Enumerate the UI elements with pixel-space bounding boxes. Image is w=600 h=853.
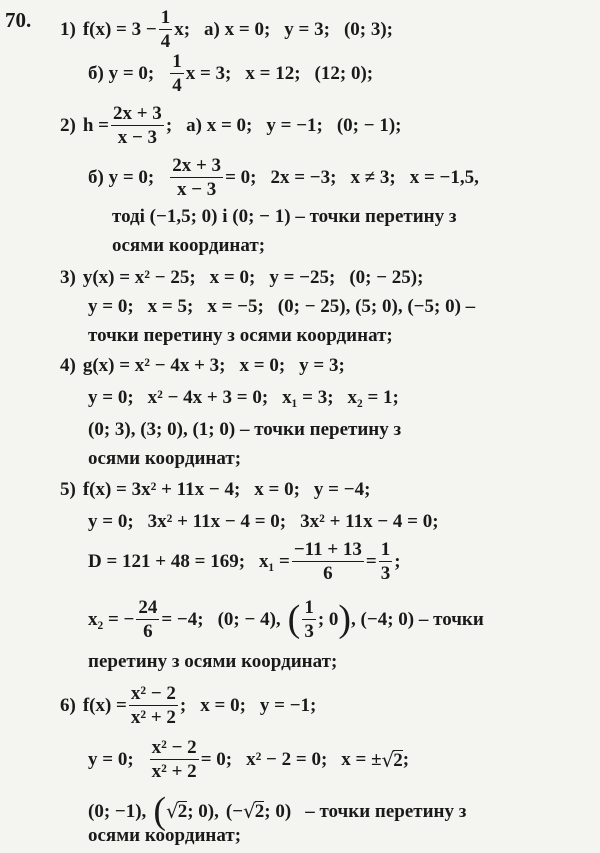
fraction: 1 3 — [304, 597, 314, 642]
item2-line3: тоді (−1,5; 0) і (0; − 1) – точки перетину з — [112, 206, 457, 227]
item2-line2: б) y = 0; $\frac{2x + 3}{x - 3}$ = 0; 2x = −3; x ≠ 3; x = −1,5, — [88, 155, 479, 200]
fraction: $\frac{1}{4}$ — [160, 7, 171, 52]
item4-line4: осями координат; — [88, 448, 242, 469]
item4-line1: 4) g(x) = x² − 4x + 3; x = 0; y = 3; — [60, 355, 345, 376]
item5-line4: x₂ = − $\frac{24}{6}$ = −4; (0; − 4), ( 1 3 ; 0 ) , (−4; 0) – точки — [88, 597, 484, 642]
item2-line4: осями координат; — [112, 235, 266, 256]
item4-line3: (0; 3), (3; 0), (1; 0) – точки перетину з — [88, 419, 402, 440]
fraction: $\frac{24}{6}$ — [138, 597, 158, 642]
fraction: $\frac{-11 + 13}{6}$ — [293, 539, 362, 584]
fraction: $\frac{1}{3}$ — [380, 539, 391, 584]
square-root: √ 2 — [243, 799, 265, 824]
item5-line1: 5) f(x) = 3x² + 11x − 4; x = 0; y = −4; — [60, 479, 371, 500]
fraction: $\frac{2x + 3}{x - 3}$ — [112, 103, 162, 148]
item4-line2: y = 0; x² − 4x + 3 = 0; x₁ = 3; x₂ = 1; — [88, 387, 399, 408]
item5-line2: y = 0; 3x² + 11x − 4 = 0; 3x² + 11x − 4 = 0; — [88, 511, 439, 532]
square-root: √ 2 — [381, 747, 403, 772]
fraction: $\frac{\text{x² − 2}}{\text{x² + 2}}$ — [130, 683, 176, 728]
item5-line3: D = 121 + 48 = 169; x₁ = $\frac{-11 + 13}{6}$ = $\frac{1}{3}$ ; — [88, 539, 401, 584]
item3-line1: 3) y(x) = x² − 25; x = 0; y = −25; (0; − 25); — [60, 267, 424, 288]
item3-line2: y = 0; x = 5; x = −5; (0; − 25), (5; 0), (−5; 0) – — [88, 296, 476, 317]
square-root: √ 2 — [165, 799, 188, 824]
item6-line3: (0; −1), ( √ 2 ; 0), (− √ 2 ; 0) – точки перетину з — [88, 790, 467, 832]
problem-number: 70. — [5, 8, 32, 32]
item5-line5: перетину з осями координат; — [88, 651, 338, 672]
fraction: 1 4 — [172, 51, 182, 96]
item6-line4: осями координат; — [88, 825, 242, 846]
fraction: $\frac{\text{x² − 2}}{\text{x² + 2}}$ — [151, 737, 197, 782]
item2-line1: 2) h = $\frac{2x + 3}{x - 3}$ ; а) x = 0; y = −1; (0; − 1); — [60, 103, 402, 148]
fraction: $\frac{2x + 3}{x - 3}$ — [172, 155, 222, 200]
item1-line1: 1) f(x) = 3 − $\frac{1}{4}$ x; а) x = 0; y = 3; (0; 3); — [60, 7, 393, 52]
item3-line3: точки перетину з осями координат; — [88, 325, 393, 346]
item1-line2: б) y = 0; 1 4 x = 3; x = 12; (12; 0); — [88, 51, 374, 96]
item6-line2: y = 0; $\frac{\text{x² − 2}}{\text{x² + 2}}$ = 0; x² − 2 = 0; x = ± √ 2 ; — [88, 737, 410, 782]
item6-line1: 6) f(x) = $\frac{\text{x² − 2}}{\text{x² + 2}}$ ; x = 0; y = −1; — [60, 683, 317, 728]
